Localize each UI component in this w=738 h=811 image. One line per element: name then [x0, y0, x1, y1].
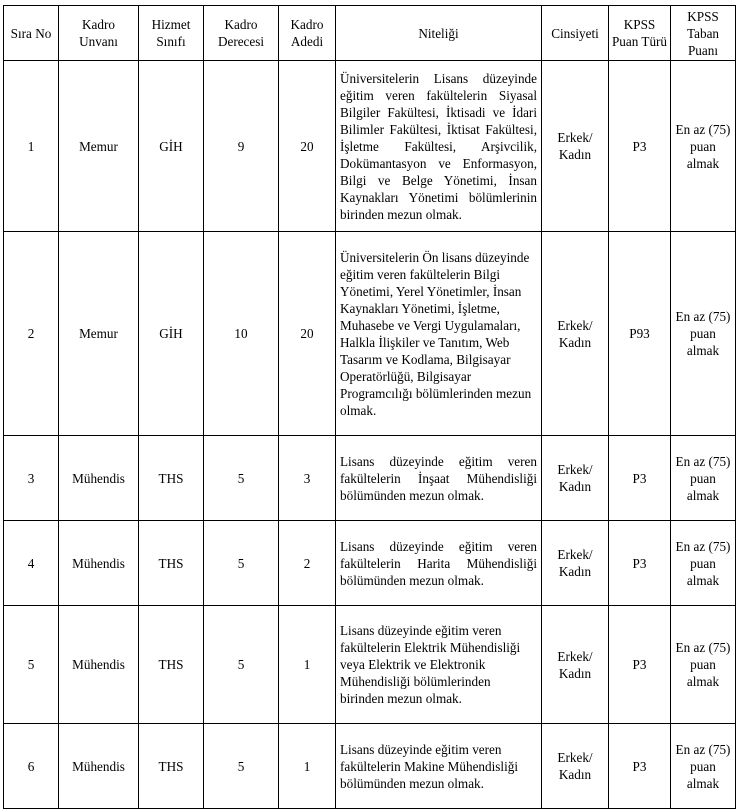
cell-unvan: Mühendis [59, 724, 139, 809]
cell-sira: 6 [4, 724, 59, 809]
cell-unvan: Mühendis [59, 436, 139, 521]
cell-nitelik: Lisans düzeyinde eğitim veren fakültelerin Harita Mühendisliği bölümünden mezun olmak. [336, 521, 542, 606]
cell-sira: 4 [4, 521, 59, 606]
cell-adet: 1 [279, 724, 336, 809]
cell-cinsiyet: Erkek/ Kadın [542, 232, 609, 436]
header-hizmet-sinifi: Hizmet Sınıfı [139, 6, 204, 61]
cell-sinif: THS [139, 521, 204, 606]
cell-derece: 5 [204, 724, 279, 809]
cell-unvan: Memur [59, 61, 139, 232]
cell-sinif: GİH [139, 61, 204, 232]
header-kadro-adedi: Kadro Adedi [279, 6, 336, 61]
cell-cinsiyet: Erkek/ Kadın [542, 724, 609, 809]
cell-unvan: Memur [59, 232, 139, 436]
table-row [4, 606, 736, 724]
header-kpss-puan-turu: KPSS Puan Türü [609, 6, 671, 61]
cell-puan-turu: P3 [609, 724, 671, 809]
cell-sira: 2 [4, 232, 59, 436]
cell-nitelik: Üniversitelerin Lisans düzeyinde eğitim veren fakültelerin Siyasal Bilgiler Fakültesi, İktisadi ve İdari Bilimler Fakültesi, İktisat Fakültesi, İşletme Fakültesi, Arşivcilik, Dokümantasyon ve Enformasyon, Bilgi ve Belge Yönetimi, İnsan Kaynakları Yönetimi bölümlerinin birinden mezun olmak. [336, 61, 542, 232]
cell-sira: 3 [4, 436, 59, 521]
cell-derece: 5 [204, 521, 279, 606]
cell-puan-turu: P3 [609, 436, 671, 521]
cell-derece: 10 [204, 232, 279, 436]
cell-sira: 1 [4, 61, 59, 232]
cell-sinif: THS [139, 436, 204, 521]
cell-nitelik: Lisans düzeyinde eğitim veren fakültelerin Elektrik Mühendisliği veya Elektrik ve Elektronik Mühendisliği bölümlerinden birinden mezun olmak. [336, 606, 542, 724]
cell-cinsiyet: Erkek/ Kadın [542, 606, 609, 724]
cell-taban: En az (75) puan almak [671, 606, 736, 724]
cell-nitelik: Lisans düzeyinde eğitim veren fakültelerin Makine Mühendisliği bölümünden mezun olmak. [336, 724, 542, 809]
kadro-table [3, 5, 736, 809]
header-kadro-unvani: Kadro Unvanı [59, 6, 139, 61]
table-row [4, 232, 736, 436]
cell-derece: 9 [204, 61, 279, 232]
table-row [4, 521, 736, 606]
cell-sinif: THS [139, 724, 204, 809]
header-cinsiyeti: Cinsiyeti [542, 6, 609, 61]
cell-adet: 3 [279, 436, 336, 521]
table-row [4, 436, 736, 521]
cell-sira: 5 [4, 606, 59, 724]
table-row [4, 724, 736, 809]
cell-adet: 20 [279, 61, 336, 232]
header-kpss-taban-puani: KPSS Taban Puanı [671, 6, 736, 61]
cell-derece: 5 [204, 436, 279, 521]
cell-sinif: THS [139, 606, 204, 724]
cell-cinsiyet: Erkek/ Kadın [542, 436, 609, 521]
cell-derece: 5 [204, 606, 279, 724]
cell-puan-turu: P3 [609, 521, 671, 606]
cell-taban: En az (75) puan almak [671, 436, 736, 521]
table-row [4, 61, 736, 232]
cell-cinsiyet: Erkek/ Kadın [542, 61, 609, 232]
cell-nitelik: Üniversitelerin Ön lisans düzeyinde eğitim veren fakültelerin Bilgi Yönetimi, Yerel Yönetimler, İnsan Kaynakları Yönetimi, İşletme, Muhasebe ve Vergi Uygulamaları, Halkla İlişkiler ve Tanıtım, Web Tasarım ve Kodlama, Bilgisayar Operatörlüğü, Bilgisayar Programcılığı bölümlerinden mezun olmak. [336, 232, 542, 436]
cell-puan-turu: P93 [609, 232, 671, 436]
cell-unvan: Mühendis [59, 606, 139, 724]
cell-cinsiyet: Erkek/ Kadın [542, 521, 609, 606]
cell-sinif: GİH [139, 232, 204, 436]
cell-taban: En az (75) puan almak [671, 724, 736, 809]
cell-taban: En az (75) puan almak [671, 61, 736, 232]
cell-unvan: Mühendis [59, 521, 139, 606]
cell-adet: 1 [279, 606, 336, 724]
header-kadro-derecesi: Kadro Derecesi [204, 6, 279, 61]
header-row [4, 6, 736, 61]
cell-adet: 20 [279, 232, 336, 436]
cell-taban: En az (75) puan almak [671, 521, 736, 606]
cell-nitelik: Lisans düzeyinde eğitim veren fakültelerin İnşaat Mühendisliği bölümünden mezun olmak. [336, 436, 542, 521]
cell-puan-turu: P3 [609, 606, 671, 724]
header-niteligi: Niteliği [336, 6, 542, 61]
header-sira-no: Sıra No [4, 6, 59, 61]
cell-puan-turu: P3 [609, 61, 671, 232]
cell-taban: En az (75) puan almak [671, 232, 736, 436]
cell-adet: 2 [279, 521, 336, 606]
